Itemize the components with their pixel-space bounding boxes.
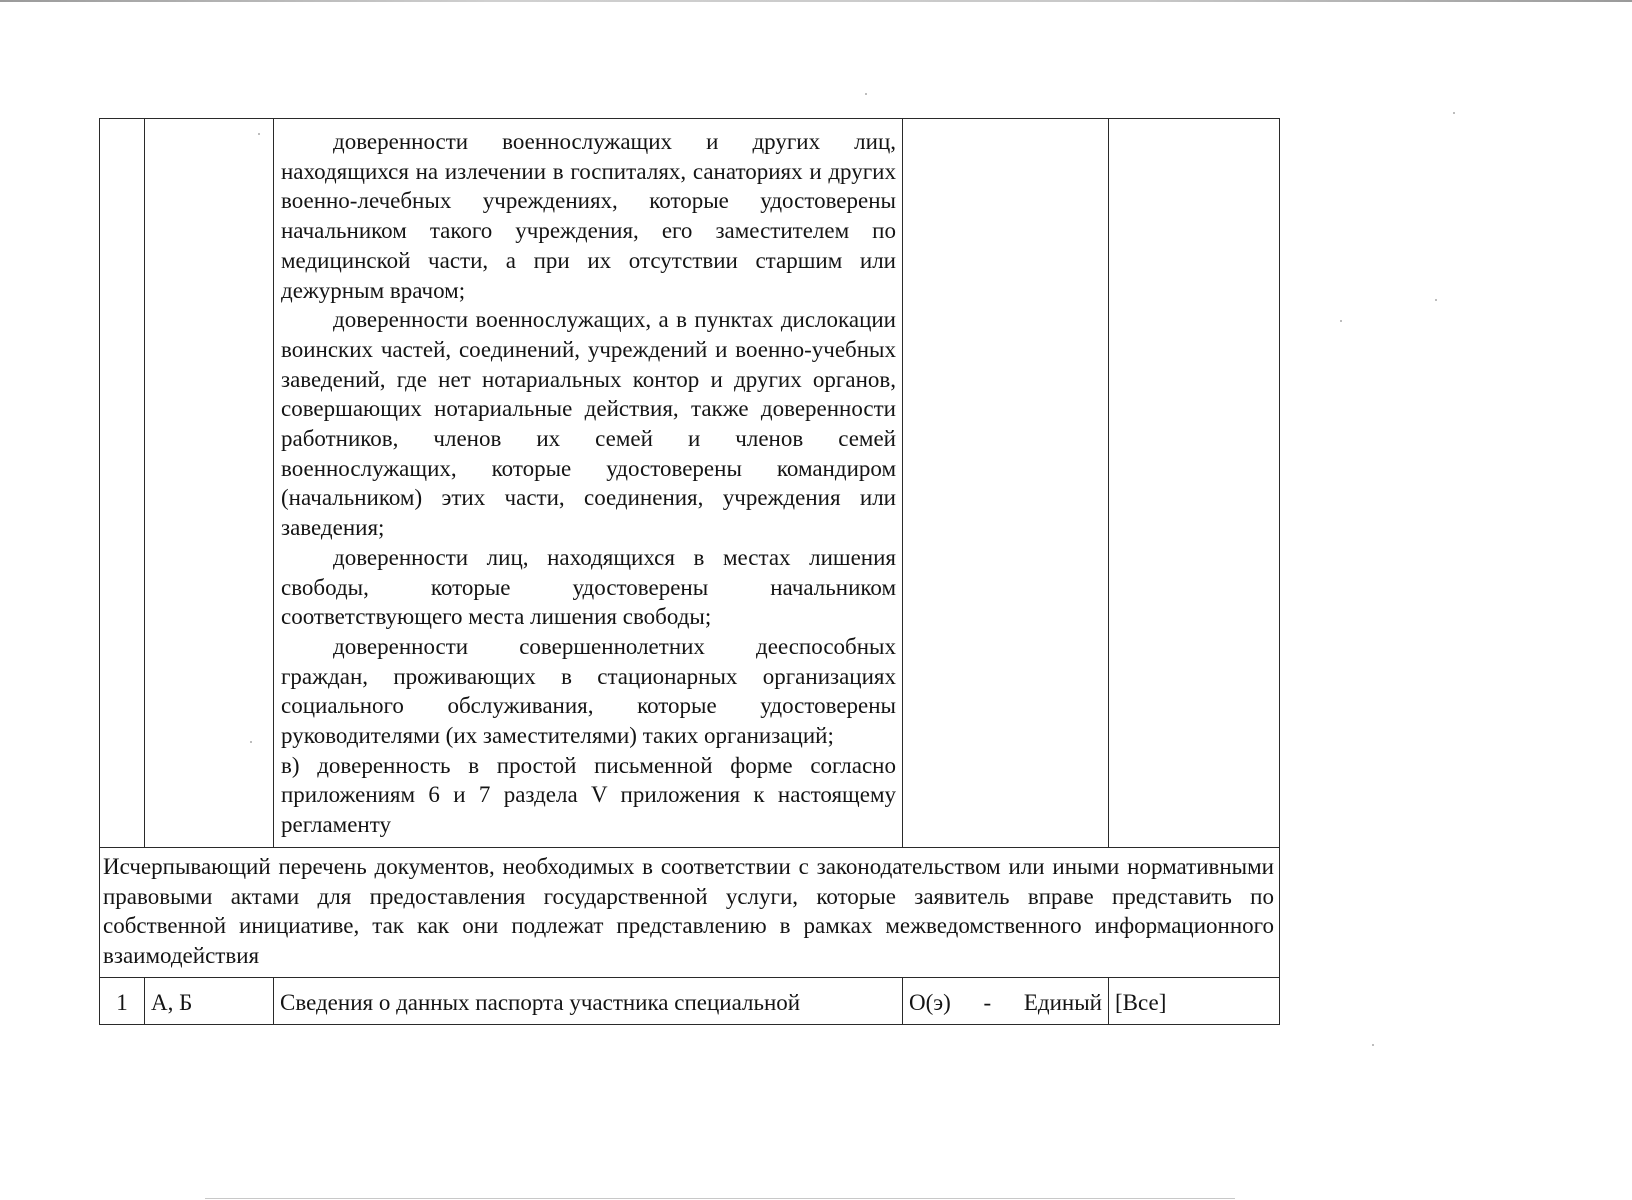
- paragraph-simple-written-form: в) доверенность в простой письменной форме согласно приложениям 6 и 7 раздела V приложения к настоящему регламенту: [281, 752, 896, 838]
- row-applicants: [Все]: [1109, 977, 1280, 1025]
- row-categories: А, Б: [145, 977, 274, 1025]
- table-row-passport-data: [100, 977, 1280, 1025]
- number-cell: [100, 119, 145, 848]
- row-number: 1: [100, 977, 145, 1025]
- applicants-cell: [1109, 119, 1280, 848]
- form-cell: [903, 119, 1109, 848]
- section-heading: Исчерпывающий перечень документов, необходимых в соответствии с законодательством или иными нормативными правовыми актами для предоставления государственной услуги, которые заявитель вправе представить по собственной инициативе, так как они подлежат представлению в рамках межведомственного информационного взаимодействия: [100, 847, 1280, 977]
- scan-speck: [1340, 320, 1342, 322]
- row-document: Сведения о данных паспорта участника специальной: [274, 977, 903, 1025]
- scan-edge-bottom: [205, 1198, 1235, 1199]
- regulation-table: [99, 118, 1280, 1025]
- form-code: О(э): [909, 989, 951, 1015]
- form-dash: -: [983, 989, 992, 1015]
- form-line: [909, 988, 1102, 1018]
- scan-speck: [1435, 299, 1437, 301]
- scan-speck: [865, 93, 867, 95]
- scan-speck: [1372, 1044, 1374, 1046]
- document-description-cell: [274, 119, 903, 848]
- table-row-powers-of-attorney: [100, 119, 1280, 848]
- scan-edge-top: [0, 0, 1632, 2]
- form-source: Единый: [1023, 989, 1102, 1015]
- paragraph-military-units: доверенности военнослужащих, а в пунктах дислокации воинских частей, соединений, учреждений и военно-учебных заведений, где нет нотариальных контор и других органов, совершающих нотариальные действия, также доверенности работников, членов их семей и членов семей военнослужащих, которые удостоверены командиром (начальником) этих части, соединения, учреждения или заведения;: [281, 307, 896, 541]
- table-row-section-heading: [100, 847, 1280, 977]
- categories-cell: [145, 119, 274, 848]
- paragraph-social-service: доверенности совершеннолетних дееспособных граждан, проживающих в стационарных организациях социального обслуживания, которые удостоверены руководителями (их заместителями) таких организаций;: [281, 633, 896, 749]
- scan-speck: [1453, 112, 1455, 114]
- row-form: [903, 977, 1109, 1025]
- paragraph-military-hospital: доверенности военнослужащих и других лиц, находящихся на излечении в госпиталях, санаториях и других военно-лечебных учреждениях, которые удостоверены начальником такого учреждения, его заместителем по медицинской части, а при их отсутствии старшим или дежурным врачом;: [281, 129, 896, 303]
- paragraph-detention: доверенности лиц, находящихся в местах лишения свободы, которые удостоверены начальником соответствующего места лишения свободы;: [281, 544, 896, 630]
